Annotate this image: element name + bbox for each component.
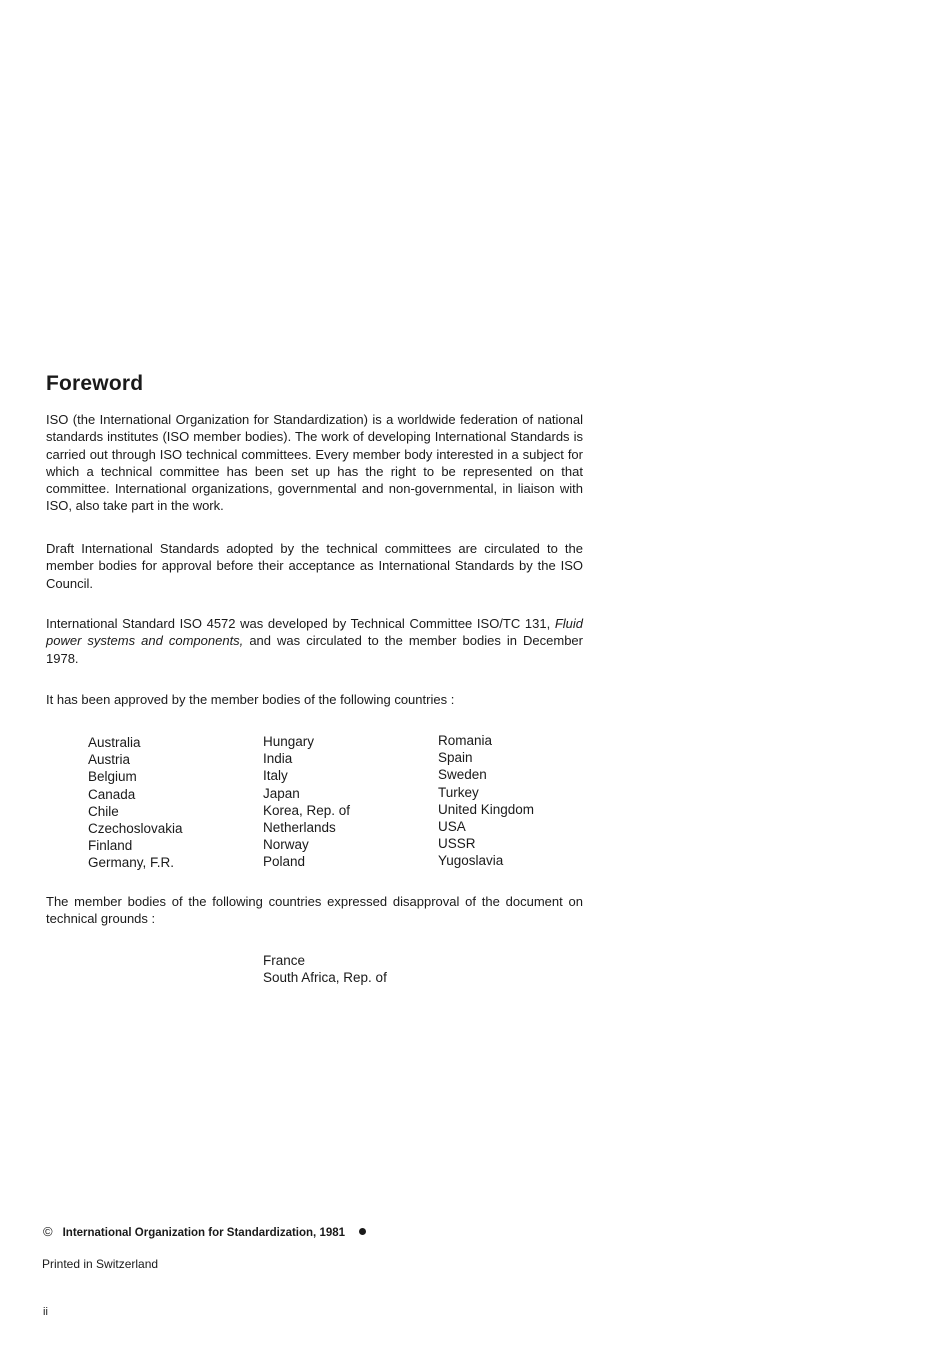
copyright-text: International Organization for Standardization, 1981	[62, 1227, 346, 1239]
country-item: France	[263, 953, 306, 968]
country-item: Austria	[88, 752, 131, 768]
country-item: Belgium	[88, 769, 137, 785]
country-item: Hungary	[263, 734, 315, 749]
standard-origin-text-2: and was circulated to the member bodies in December 1978.	[46, 633, 583, 666]
country-item: Yugoslavia	[438, 853, 504, 869]
country-item: Canada	[88, 786, 136, 802]
disapproved-countries-list	[263, 952, 387, 986]
standard-origin-text-1: International Standard ISO 4572 was developed by Technical Committee ISO/TC 131,	[46, 616, 555, 631]
country-item: Sweden	[438, 767, 487, 783]
country-item: Spain	[438, 750, 473, 766]
disapproval-paragraph: The member bodies of the following countries expressed disapproval of the document on technical grounds :	[46, 894, 583, 927]
country-item: South Africa, Rep. of	[263, 970, 387, 986]
draft-standards-paragraph: Draft International Standards adopted by the technical committees are circulated to the member bodies for approval before their acceptance as International Standards by the ISO Council.	[46, 541, 583, 591]
country-item: Italy	[263, 768, 288, 784]
country-item: Finland	[88, 838, 133, 854]
standard-origin-paragraph	[46, 615, 583, 667]
approved-countries-column-1	[88, 734, 183, 872]
bullet-icon	[359, 1228, 366, 1235]
copyright-line	[43, 1224, 366, 1239]
country-item: United Kingdom	[438, 801, 535, 817]
committee-title: Fluid power systems and components,	[46, 616, 583, 649]
country-item: USSR	[438, 836, 476, 852]
country-item: India	[263, 751, 293, 767]
printed-location: Printed in Switzerland	[42, 1257, 159, 1271]
approved-countries-column-2	[263, 733, 350, 871]
approved-countries-column-3	[438, 732, 534, 870]
approval-paragraph: It has been approved by the member bodies of the following countries :	[46, 692, 455, 707]
country-item: Turkey	[438, 784, 479, 800]
country-item: Poland	[263, 854, 306, 870]
page-number: ii	[43, 1306, 48, 1318]
page-title: Foreword	[46, 372, 144, 395]
copyright-icon: ©	[43, 1224, 53, 1239]
country-item: USA	[438, 819, 466, 835]
intro-paragraph: ISO (the International Organization for Standardization) is a worldwide federation of national standards institutes (ISO member bodies). The work of developing International Standards is carried out through ISO technical committees. Every member body interested in a subject for which a technical committee has been set up has the right to be represented on that committee. International organizations, governmental and non-governmental, in liaison with ISO, also take part in the work.	[46, 412, 583, 514]
country-item: Japan	[263, 785, 300, 801]
country-item: Germany, F.R.	[88, 855, 175, 871]
country-item: Chile	[88, 803, 119, 819]
country-item: Romania	[438, 733, 493, 748]
country-item: Australia	[88, 735, 141, 750]
country-item: Netherlands	[263, 820, 336, 836]
country-item: Korea, Rep. of	[263, 802, 351, 818]
country-item: Czechoslovakia	[88, 821, 183, 837]
country-item: Norway	[263, 837, 309, 853]
